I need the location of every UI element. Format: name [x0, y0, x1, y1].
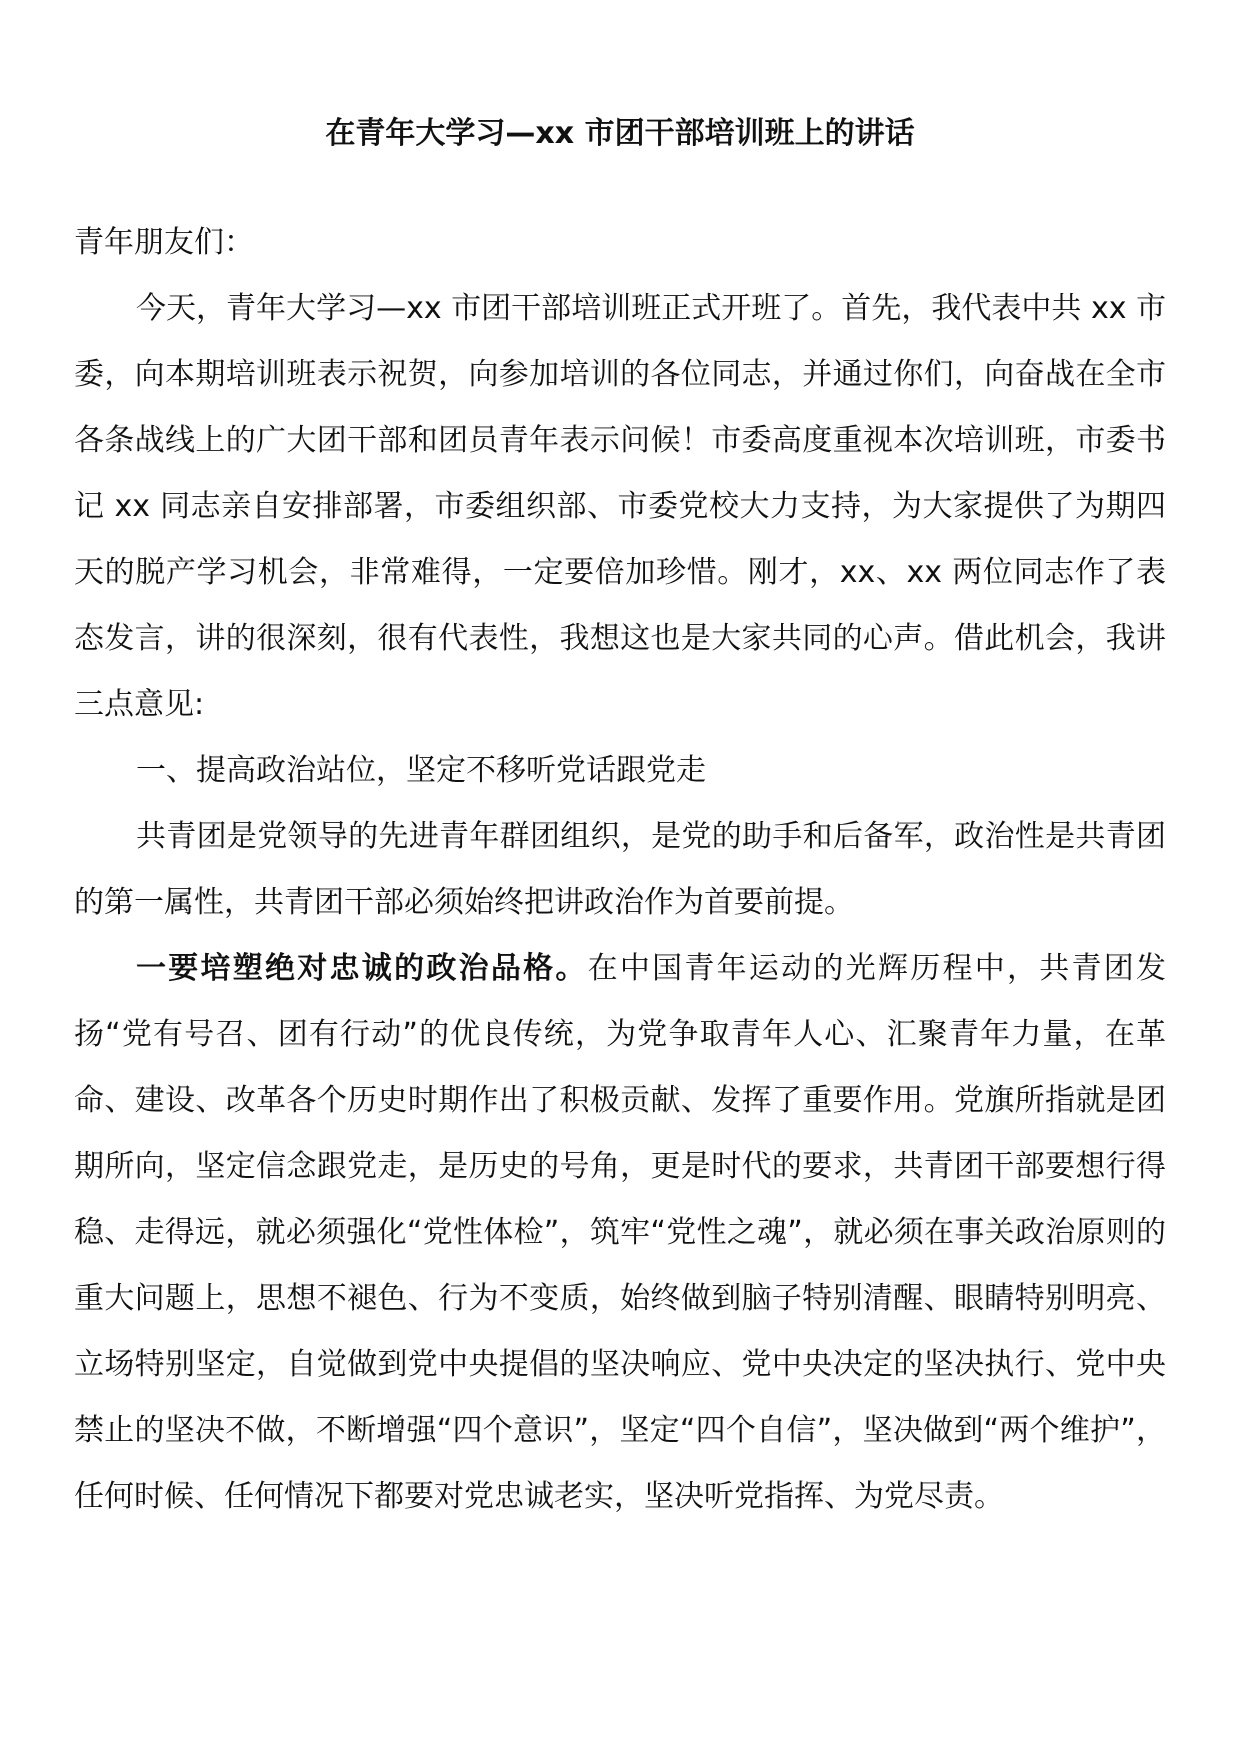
opening-paragraph: 今天，青年大学习—xx 市团干部培训班正式开班了。首先，我代表中共 xx 市委，向本期培训班表示祝贺，向参加培训的各位同志，并通过你们，向奋战在全市各条战线上的广大团干部和团员青年表示问候！市委高度重视本次培训班，市委书记 xx 同志亲自安排部署，市委组织部、市委党校大力支持，为大家提供了为期四天的脱产学习机会，非常难得，一定要倍加珍惜。刚才，xx、xx 两位同志作了表态发言，讲的很深刻，很有代表性，我想这也是大家共同的心声。借此机会，我讲三点意见: [74, 291, 1166, 722]
point-one-text: 在中国青年运动的光辉历程中，共青团发扬“党有号召、团有行动”的优良传统，为党争取青年人心、汇聚青年力量，在革命、建设、改革各个历史时期作出了积极贡献、发挥了重要作用。党旗所指就是团期所向，坚定信念跟党走，是历史的号角，更是时代的要求，共青团干部要想行得稳、走得远，就必须强化“党性体检”，筑牢“党性之魂”，就必须在事关政治原则的重大问题上，思想不褪色、行为不变质，始终做到脑子特别清醒、眼睛特别明亮、立场特别坚定，自觉做到党中央提倡的坚决响应、党中央决定的坚决执行、党中央禁止的坚决不做，不断增强“四个意识”，坚定“四个自信”，坚决做到“两个维护”，任何时候、任何情况下都要对党忠诚老实，坚决听党指挥、为党尽责。 [74, 951, 1167, 1514]
section-heading-1: 一、提高政治站位，坚定不移听党话跟党走 [136, 753, 706, 788]
salutation: 青年朋友们： [74, 225, 254, 260]
point-one-lead: 一要培塑绝对忠诚的政治品格。 [136, 951, 588, 986]
point-one-paragraph [74, 936, 1166, 1530]
section-intro-paragraph: 共青团是党领导的先进青年群团组织，是党的助手和后备军，政治性是共青团的第一属性，共青团干部必须始终把讲政治作为首要前提。 [74, 819, 1166, 920]
document-title: 在青年大学习—xx 市团干部培训班上的讲话 [325, 116, 915, 151]
document-body [74, 210, 1166, 1530]
